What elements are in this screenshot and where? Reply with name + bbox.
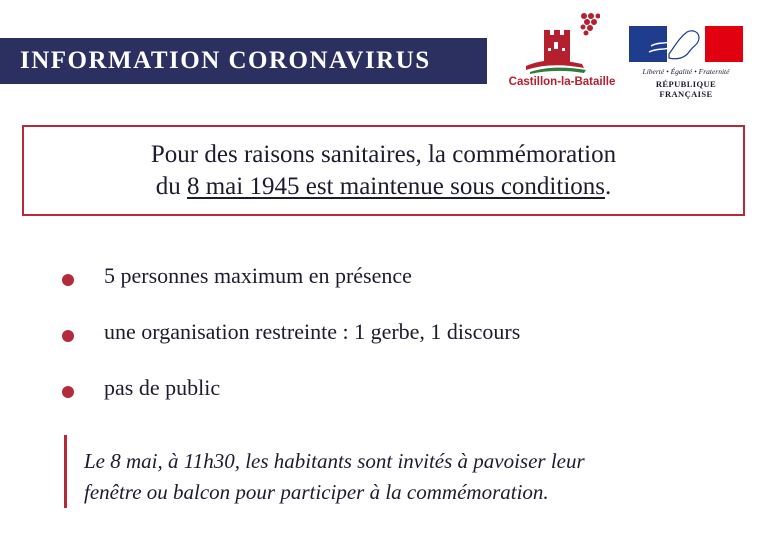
notice-line2-underlined: 8 mai 1945 est maintenue sous conditions [186,173,605,200]
notice-line2-suffix: . [605,173,612,200]
notice-line1: Pour des raisons sanitaires, la commémoration [150,141,617,168]
bullet-dot [62,330,74,342]
quote-bar [64,435,67,508]
notice-line2 [24,171,743,203]
info-banner [0,38,487,84]
banner-title: INFORMATION CORONAVIRUS [20,47,431,74]
republique-francaise-logo [629,24,743,99]
marianne-flag-icon [629,24,743,66]
notice-line2-prefix: du [155,173,187,200]
castillon-logo [502,10,622,92]
town-name: Castillon-la-Bataille [508,76,616,88]
condition-item: une organisation restreinte : 1 gerbe, 1 discours [104,319,521,344]
invitation-line1: Le 8 mai, à 11h30, les habitants sont invités à pavoiser leur [84,449,585,473]
bullet-dot [62,386,74,398]
condition-item: pas de public [104,375,221,400]
invitation-line2: fenêtre ou balcon pour participer à la commémoration. [84,480,549,504]
invitation-text [84,446,585,508]
notice-box [22,125,745,216]
rf-motto: Liberté • Égalité • Fraternité [642,67,730,76]
rf-name: RÉPUBLIQUE FRANÇAISE [655,79,717,99]
castle-grapes-icon [524,10,600,76]
condition-item: 5 personnes maximum en présence [104,263,412,288]
bullet-dot [62,274,74,286]
